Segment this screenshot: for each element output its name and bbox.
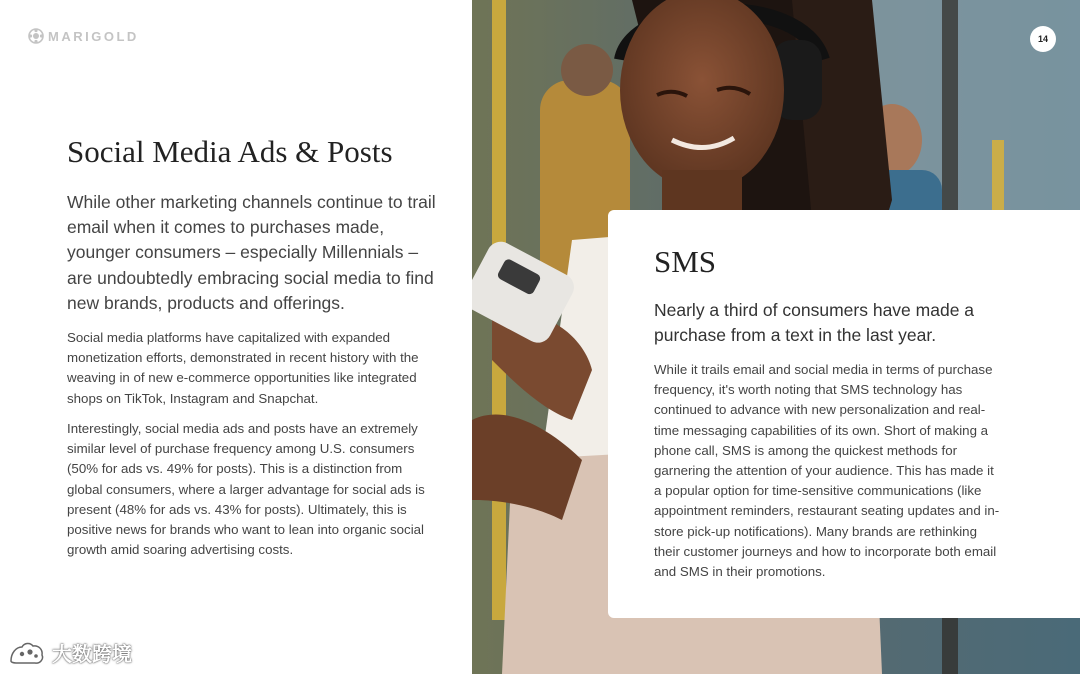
watermark-text: 大数跨境 (52, 642, 132, 666)
watermark (8, 638, 132, 667)
marigold-flower-icon (28, 28, 44, 44)
watermark-logo-icon (8, 639, 46, 667)
body-paragraph-1: Social media platforms have capitalized with expanded monetization efforts, demonstrated in recent history with the weaving in of new e-commerce opportunities like integrated shops on TikTok, Instagram and Snapchat. (67, 330, 419, 406)
lead-paragraph: While other marketing channels continue to trail email when it comes to purchases made, younger consumers – especially Millennials – are undoubtedly embracing social media to find new brands, products and offerings. (67, 192, 436, 313)
sms-card (608, 210, 1080, 618)
page-number-badge: 14 (1030, 26, 1056, 52)
brand-name: MARIGOLD (48, 28, 139, 44)
body-paragraph-2: Interestingly, social media ads and posts have an extremely similar level of purchase frequency among U.S. consumers (50% for ads vs. 49% for posts). This is a distinction from global consumers, where a larger advantage for social ads is present (48% for ads vs. 43% for posts). Ultimately, this is positive news for brands who want to lean into organic social growth amid soaring advertising costs. (67, 421, 425, 558)
card-title: SMS (654, 244, 717, 279)
brand-logo (28, 28, 139, 44)
page-title: Social Media Ads & Posts (67, 134, 393, 169)
card-body: While it trails email and social media in terms of purchase frequency, it's worth noting that SMS technology has continued to advance with new personalization and real-time messaging capabilities of its own. Short of making a phone call, SMS is among the quickest methods for garnering the attention of your audience. This has made it a popular option for time-sensitive communications (like appointment reminders, restaurant seating updates and in-store pick-up notifications). Many brands are rethinking their customer journeys and how to incorporate both email and SMS in their promotions. (654, 362, 1000, 580)
card-lead: Nearly a third of consumers have made a purchase from a text in the last year. (654, 300, 975, 346)
